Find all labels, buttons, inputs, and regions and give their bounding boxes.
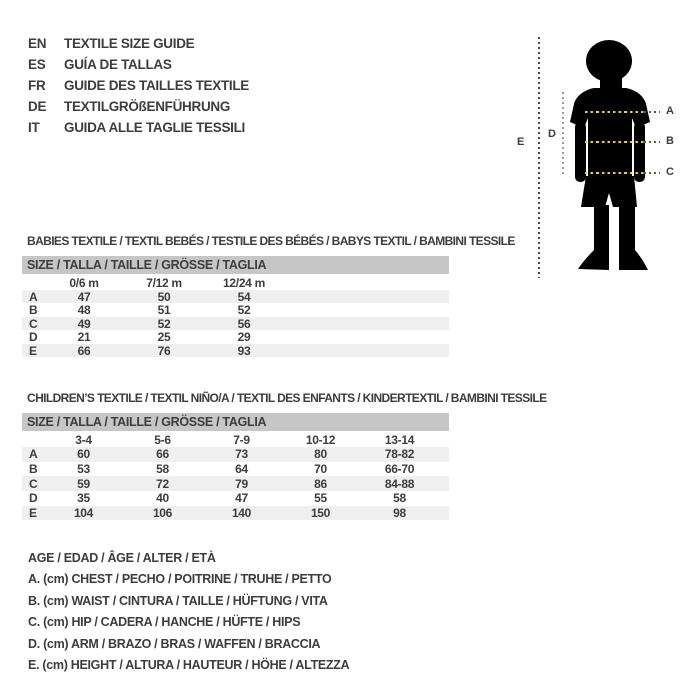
table-row [22,476,449,491]
value-cell: 55 [314,491,327,506]
value-cell: 35 [77,491,90,506]
children-section-title: CHILDREN’S TEXTILE / TEXTIL NIÑO/A / TEXTIL DES ENFANTS / KINDERTEXTIL / BAMBINI TESSILE [27,391,547,405]
column-header: 0/6 m [69,276,99,290]
row-label: C [29,476,38,491]
row-label: D [29,330,38,345]
value-cell: 93 [237,343,251,358]
value-cell: 52 [157,316,171,331]
babies-table [22,276,449,357]
shorts-shape [581,176,637,207]
value-cell: 140 [231,506,252,521]
value-cell: 59 [77,476,90,491]
hip-line-extension [644,172,660,174]
lang-title: GUIDE DES TAILLES TEXTILE [64,78,250,94]
arm-label: D [548,128,556,140]
lang-title: TEXTILGRÖßENFÜHRUNG [64,99,231,115]
value-cell: 47 [77,290,91,304]
value-cell: 86 [314,476,327,491]
legend-line-height: E. (cm) HEIGHT / ALTURA / HAUTEUR / HÖHE / ALTEZZA [28,657,350,672]
value-cell: 84-88 [384,476,415,491]
legend-line-chest: A. (cm) CHEST / PECHO / POITRINE / TRUHE / PETTO [28,572,332,587]
value-cell: 40 [156,491,169,506]
lang-code: FR [28,78,46,94]
column-header: 7-9 [233,433,250,447]
children-column-header-row [22,433,449,447]
lang-row-it [28,117,249,138]
value-cell: 72 [156,476,169,491]
legend-line-waist: B. (cm) WAIST / CINTURA / TAILLE / HÜFTUNG / VITA [28,593,328,608]
row-label: A [29,290,38,304]
waist-line-extension [644,141,660,143]
left-leg-shape [594,205,609,255]
table-row [22,506,449,521]
value-cell: 52 [237,303,251,318]
lang-row-en [28,33,249,54]
legend-line-age: AGE / EDAD / ÂGE / ALTER / ETÀ [28,551,216,565]
table-row [22,491,449,506]
table-row [22,462,449,477]
value-cell: 104 [73,506,94,521]
torso-shape [588,130,632,178]
value-cell: 49 [77,316,91,331]
value-cell: 47 [235,491,248,506]
column-header: 12/24 m [223,276,265,290]
chest-measure-line-a [585,111,644,113]
babies-column-header-row [22,276,449,290]
table-row [22,330,449,343]
column-header: 3-4 [75,433,92,447]
column-header: 5-6 [154,433,171,447]
child-silhouette-image [556,30,660,278]
value-cell: 56 [237,316,251,331]
value-cell: 58 [393,491,406,506]
column-header: 13-14 [384,433,415,447]
row-label: E [29,506,37,521]
value-cell: 98 [393,506,406,521]
lang-title: GUÍA DE TALLAS [64,57,172,73]
value-cell: 66 [77,343,91,358]
row-label: B [29,303,38,318]
hip-measure-line-c [585,172,644,174]
lang-code: DE [28,99,47,115]
value-cell: 66-70 [384,462,415,477]
value-cell: 64 [235,462,248,477]
table-row [22,303,449,316]
right-foot-shape [619,250,648,270]
lang-row-es [28,54,249,75]
waist-measure-line-b [585,141,644,143]
waist-label: B [666,135,674,147]
lang-title: TEXTILE SIZE GUIDE [64,36,195,52]
value-cell: 53 [77,462,90,477]
left-foot-shape [578,250,609,270]
chest-label: A [666,105,674,117]
value-cell: 106 [152,506,173,521]
row-label: D [29,491,38,506]
value-cell: 150 [310,506,331,521]
lang-code: IT [28,120,40,136]
legend-line-hip: C. (cm) HIP / CADERA / HANCHE / HÜFTE / HIPS [28,615,301,630]
value-cell: 80 [314,447,327,462]
lang-row-de [28,96,249,117]
babies-section-title: BABIES TEXTILE / TEXTIL BEBÉS / TESTILE DES BÉBÉS / BABYS TEXTIL / BAMBINI TESSILE [27,234,515,248]
table-row [22,290,449,303]
row-label: A [29,447,38,462]
value-cell: 58 [156,462,169,477]
value-cell: 78-82 [384,447,415,462]
value-cell: 48 [77,303,91,318]
lang-code: ES [28,57,46,73]
value-cell: 73 [235,447,248,462]
lang-title: GUIDA ALLE TAGLIE TESSILI [64,120,245,136]
right-leg-shape [619,205,635,255]
value-cell: 66 [156,447,169,462]
row-label: E [29,343,37,358]
children-size-header-bar: SIZE / TALLA / TAILLE / GRÖSSE / TAGLIA [22,413,449,431]
value-cell: 70 [314,462,327,477]
value-cell: 50 [157,290,171,304]
value-cell: 79 [235,476,248,491]
table-row [22,344,449,357]
height-measure-line-e [538,37,540,278]
value-cell: 25 [157,330,171,345]
row-label: B [29,462,38,477]
row-label: C [29,316,38,331]
table-row [22,447,449,462]
language-title-list [28,33,249,138]
value-cell: 76 [157,343,171,358]
chest-line-extension [644,111,660,113]
value-cell: 21 [77,330,91,345]
value-cell: 29 [237,330,251,345]
column-header: 7/12 m [146,276,182,290]
lang-row-fr [28,75,249,96]
measurement-legend [28,551,349,679]
value-cell: 60 [77,447,90,462]
height-label: E [517,136,525,148]
children-table [22,433,449,520]
legend-line-arm: D. (cm) ARM / BRAZO / BRAS / WAFFEN / BRACCIA [28,636,321,651]
hip-label: C [666,166,674,178]
value-cell: 54 [237,290,251,304]
value-cell: 51 [157,303,171,318]
babies-size-header-bar: SIZE / TALLA / TAILLE / GRÖSSE / TAGLIA [22,256,449,274]
lang-code: EN [28,36,47,52]
column-header: 10-12 [305,433,336,447]
table-row [22,317,449,330]
